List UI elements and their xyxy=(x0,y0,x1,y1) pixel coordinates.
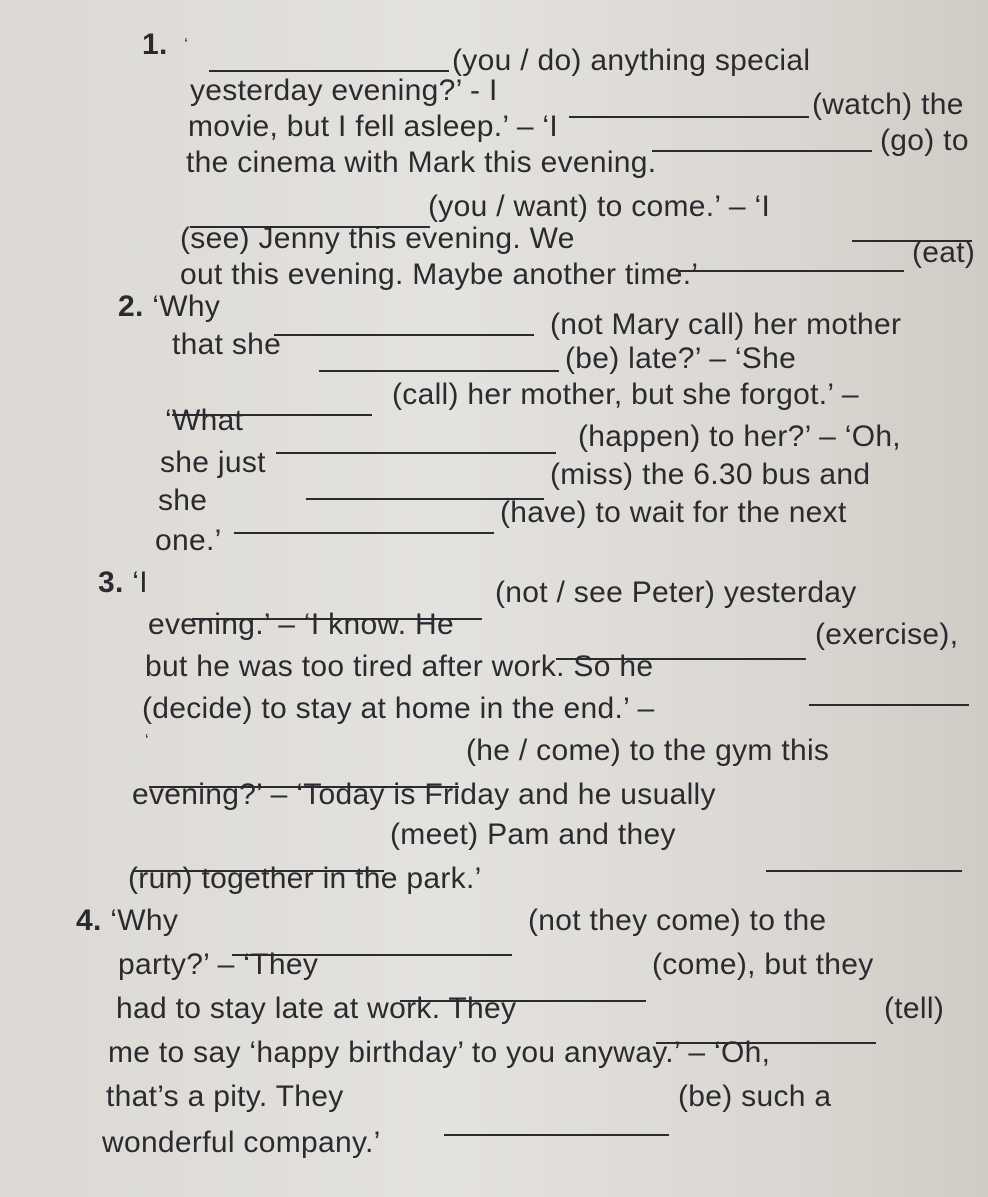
exercise-line: (you / want) to come.’ – ‘I xyxy=(428,190,771,223)
answer-blank[interactable] xyxy=(569,92,809,118)
answer-blank[interactable] xyxy=(809,680,969,706)
exercise-line: me to say ‘happy birthday’ to you anyway.’ – ‘Oh, xyxy=(108,1036,771,1069)
exercise-line: (be) late?’ – ‘She xyxy=(565,342,797,375)
item-number: 3. xyxy=(98,566,124,599)
answer-blank[interactable] xyxy=(319,346,559,372)
exercise-line xyxy=(98,566,148,600)
line-text: ‘I xyxy=(132,566,148,599)
exercise-line: (have) to wait for the next xyxy=(500,496,847,529)
exercise-line xyxy=(76,904,178,938)
exercise-line: (not they come) to the xyxy=(528,904,827,937)
exercise-line: (eat) xyxy=(912,236,976,269)
exercise-line: (decide) to stay at home in the end.’ – xyxy=(142,692,655,725)
answer-blank[interactable] xyxy=(676,246,904,272)
exercise-line: (exercise), xyxy=(815,618,959,651)
line-text: ‘Why xyxy=(152,290,221,323)
answer-blank[interactable] xyxy=(276,428,556,454)
exercise-line: but he was too tired after work. So he xyxy=(145,650,654,683)
exercise-line: movie, but I fell asleep.’ – ‘I xyxy=(188,110,559,143)
exercise-line: evening.’ – ‘I know. He xyxy=(148,608,454,641)
answer-blank[interactable] xyxy=(234,508,494,534)
exercise-line xyxy=(142,28,188,62)
exercise-line: (call) her mother, but she forgot.’ – xyxy=(392,378,859,411)
exercise-line: she xyxy=(158,484,208,517)
exercise-line: (see) Jenny this evening. We xyxy=(180,222,575,255)
exercise-line: ‘What xyxy=(165,404,244,437)
exercise-line: (watch) the xyxy=(812,88,964,121)
exercise-line: (tell) xyxy=(884,992,945,1025)
exercise-line: the cinema with Mark this evening. xyxy=(186,146,657,179)
exercise-line: evening?’ – ‘Today is Friday and he usually xyxy=(132,778,716,811)
exercise-line: (not Mary call) her mother xyxy=(550,308,902,341)
quote-mark: ‘ xyxy=(145,732,149,749)
exercise-line: (he / come) to the gym this xyxy=(466,734,830,767)
exercise-line: that she xyxy=(172,328,282,361)
answer-blank[interactable] xyxy=(444,1110,669,1136)
item-number: 4. xyxy=(76,904,102,937)
exercise-line: (meet) Pam and they xyxy=(390,818,676,851)
exercise-line: (run) together in the park.’ xyxy=(128,862,482,895)
exercise-line: (happen) to her?’ – ‘Oh, xyxy=(578,420,901,453)
answer-blank[interactable] xyxy=(209,46,449,72)
exercise-line: (miss) the 6.30 bus and xyxy=(550,458,871,491)
exercise-line: out this evening. Maybe another time.’ xyxy=(180,258,699,291)
quote-mark: ‘ xyxy=(184,36,189,53)
exercise-line xyxy=(118,290,220,324)
exercise-line: wonderful company.’ xyxy=(102,1126,381,1159)
exercise-line: had to stay late at work. They xyxy=(116,992,517,1025)
item-number: 2. xyxy=(118,290,144,323)
exercise-line: yesterday evening?’ - I xyxy=(190,74,498,107)
answer-blank[interactable] xyxy=(766,846,962,872)
answer-blank[interactable] xyxy=(274,310,534,336)
exercise-line: (you / do) anything special xyxy=(452,44,811,77)
exercise-line: that’s a pity. They xyxy=(106,1080,344,1113)
line-text: ‘Why xyxy=(110,904,179,937)
exercise-line: (not / see Peter) yesterday xyxy=(495,576,857,609)
exercise-line: (be) such a xyxy=(678,1080,832,1113)
exercise-line: (go) to xyxy=(880,124,969,157)
answer-blank[interactable] xyxy=(652,126,872,152)
exercise-line: party?’ – ‘They xyxy=(118,948,319,981)
exercise-line: (come), but they xyxy=(652,948,874,981)
exercise-line: one.’ xyxy=(155,524,222,557)
exercise-line: she just xyxy=(160,446,266,479)
item-number: 1. xyxy=(142,28,168,61)
